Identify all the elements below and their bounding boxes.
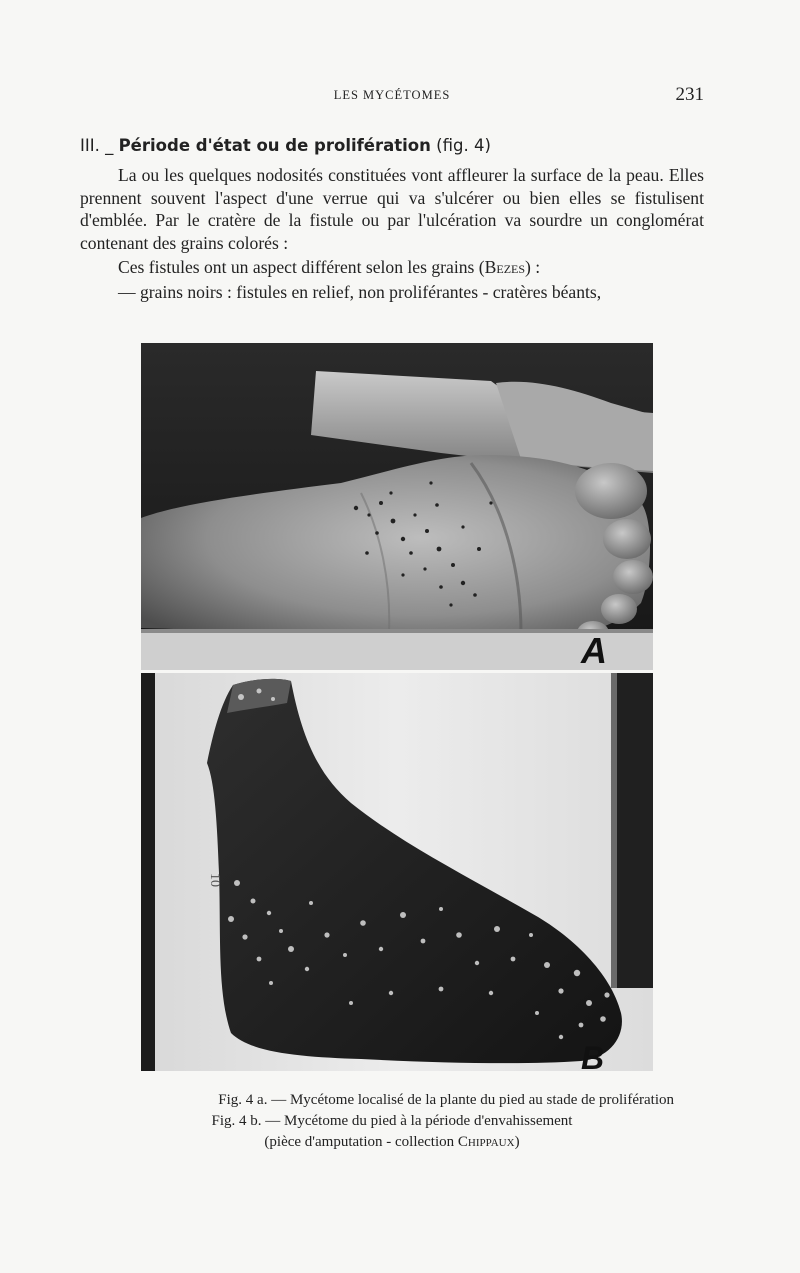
- caption-line-1: Fig. 4 a. — Mycétome localisé de la plante du pied au stade de prolifération: [218, 1092, 674, 1108]
- caption-line-3: [80, 1132, 704, 1153]
- section-heading: [80, 136, 704, 155]
- section-number: III. _: [80, 136, 114, 155]
- section-fig-ref: (fig. 4): [436, 136, 491, 155]
- page-number: 231: [675, 84, 704, 105]
- caption-line-2: Fig. 4 b. — Mycétome du pied à la période d'envahissement: [211, 1113, 573, 1129]
- paragraph-2-end: ) :: [525, 257, 541, 277]
- section-title: Période d'état ou de prolifération: [118, 136, 431, 155]
- caption-line-3-end: ): [514, 1134, 520, 1150]
- paragraph-3: — grains noirs : fistules en relief, non proliférantes - cratères béants,: [118, 281, 602, 302]
- panel-b-label: B: [581, 1040, 605, 1071]
- panel-a-label: A: [581, 630, 607, 670]
- author-bezes: Bezes: [484, 257, 526, 277]
- collection-name: Chippaux: [457, 1134, 515, 1150]
- paragraph-2-text: Ces fistules ont un aspect différent selon les grains (: [118, 257, 485, 277]
- figure-caption: [80, 1090, 704, 1153]
- caption-line-3-text: (pièce d'amputation - collection: [264, 1134, 458, 1150]
- body-text: [80, 164, 704, 303]
- paragraph-2: [80, 256, 704, 279]
- panel-b-specimen-mark: 10: [207, 873, 222, 887]
- running-title: LES MYCÉTOMES: [333, 88, 451, 102]
- figure-4b-photo: [141, 673, 653, 1071]
- figure-4a-photo: [141, 343, 653, 670]
- paragraph-1: La ou les quelques nodosités constituées vont affleurer la surface de la peau. Elles prennent souvent l'aspect d'une verrue qui va s'ulcérer ou bien elles se fistulisent d'emblée. Par le cratère de la fistule ou par l'ulcération va sourdre un conglomérat contenant des grains colorés :: [80, 165, 704, 253]
